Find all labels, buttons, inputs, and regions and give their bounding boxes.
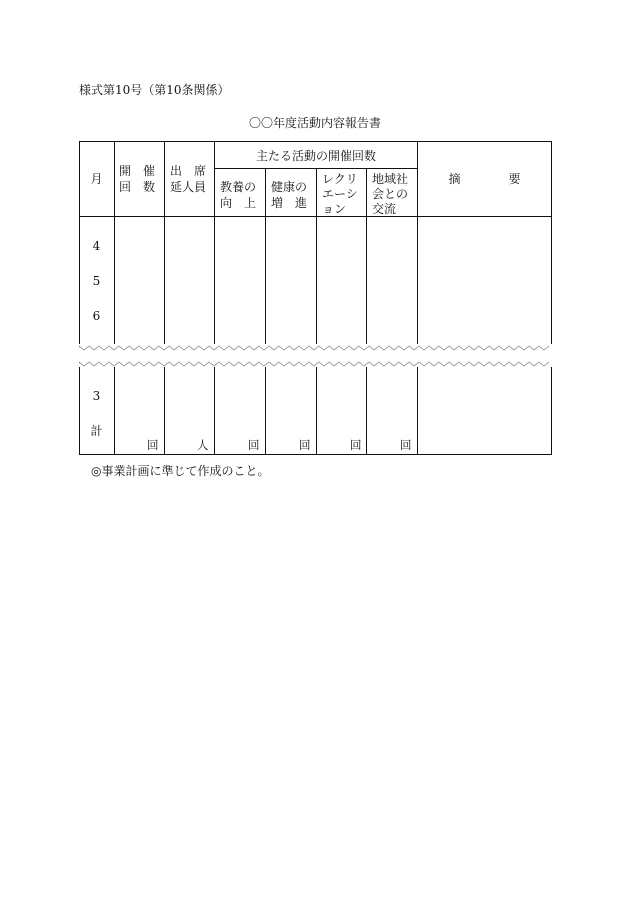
total-row-label: 計 [90,424,103,438]
header-attendees-line1: 出 席 [170,164,207,178]
header-recreation-line3: ョン [322,202,347,216]
header-sessions-line1: 開 催 [119,164,156,178]
header-attendees-line2: 延人員 [170,180,207,194]
header-community-line3: 交流 [372,202,397,216]
header-education-line2: 向 上 [220,196,257,210]
header-community-line1: 地域社 [372,172,409,186]
header-community-line2: 会との [372,187,409,201]
unit-sessions: 回 [147,438,159,452]
header-main-activities: 主たる活動の開催回数 [255,149,376,163]
header-sessions-line2: 回 数 [119,180,156,194]
header-health-line2: 増 進 [271,196,308,210]
unit-community: 回 [400,438,412,452]
header-education-line1: 教養の [220,180,257,194]
instruction-note: ◎事業計画に準じて作成のこと。 [91,464,270,478]
month-row-label: 6 [92,309,101,323]
table-break-marks [79,346,549,366]
header-recreation-line2: エーシ [322,187,358,201]
header-month: 月 [90,172,103,186]
header-summary: 摘 要 [448,172,521,186]
header-recreation-line1: レクリ [322,172,358,186]
unit-education: 回 [248,438,260,452]
month-row-label: 4 [92,239,101,253]
month-row-label: 5 [92,274,101,288]
month-row-label: 3 [92,389,101,403]
unit-attendees: 人 [197,438,209,452]
unit-recreation: 回 [350,438,362,452]
form-number: 様式第10号（第10条関係） [79,83,230,97]
document-title: 〇〇年度活動内容報告書 [248,116,381,130]
activity-table [79,141,552,455]
header-health-line1: 健康の [271,180,308,194]
unit-health: 回 [299,438,311,452]
